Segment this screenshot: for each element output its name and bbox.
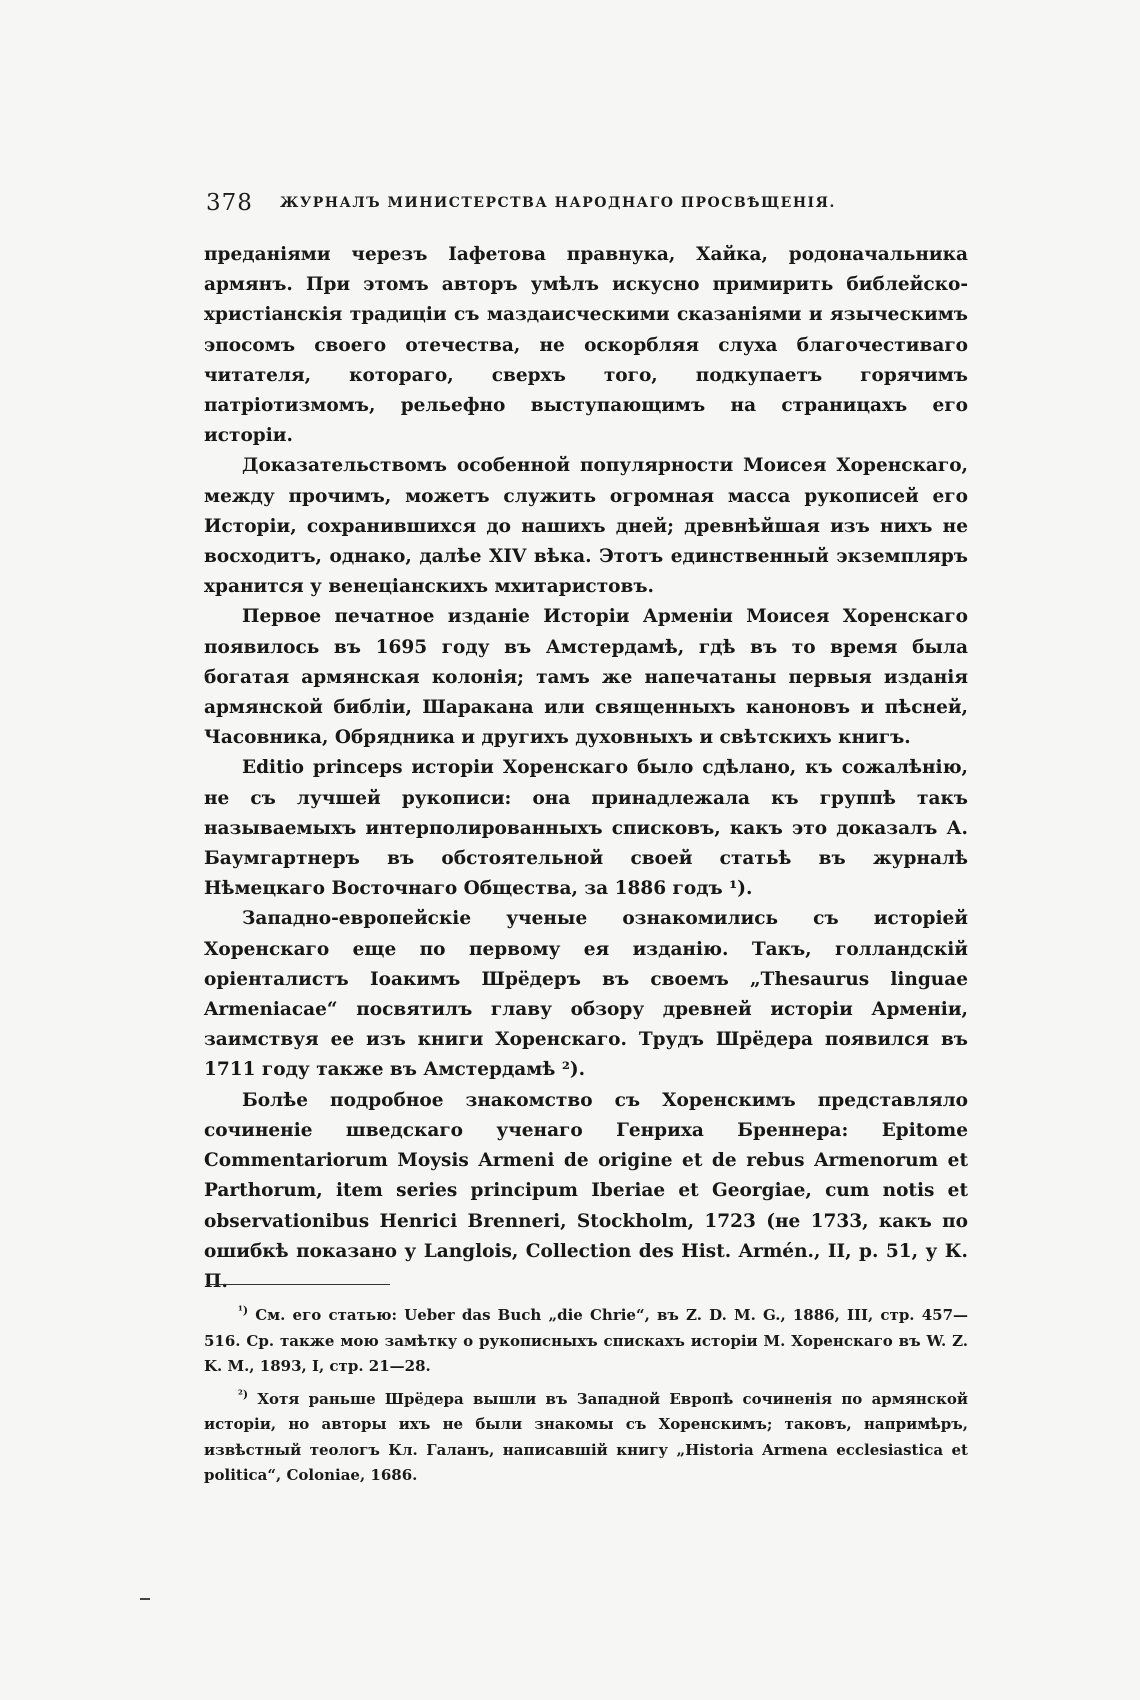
margin-mark [140,1598,150,1600]
footnote-text: См. его статью: Ueber das Buch „die Chrie“, въ Z. D. M. G., 1886, III, стр. 457—516. Ср. также мою замѣтку о рукописныхъ спискахъ исторіи М. Хоренскаго въ W. Z. K. M., 1893, I, стр. 21—28. [204,1306,968,1375]
paragraph: Болѣе подробное знакомство съ Хоренскимъ представляло сочиненіе шведскаго ученаго Генриха Бреннера: Epitome Commentariorum Moysis Armeni de origine et de rebus Armenorum et Parthorum, item series principum Iberiae et Georgiae, cum notis et observationibus Henrici Brenneri, Stockholm, 1723 (не 1733, какъ по ошибкѣ показано у Langlois, Collection des Hist. Armén., II, p. 51, у К. П. [204,1089,968,1292]
paragraph: Западно-европейскіе ученые ознакомились съ исторіей Хоренскаго еще по первому ея изданію. Такъ, голландскій оріенталистъ Іоакимъ Шрёдеръ въ своемъ „Thesaurus linguae Armeniacae“ посвятилъ главу обзору древней исторіи Арменіи, заимствуя ее изъ книги Хоренскаго. Трудъ Шрёдера появился въ 1711 году также въ Амстердамѣ ²). [204,908,968,1081]
paragraph: Первое печатное изданіе Исторіи Арменіи Моисея Хоренскаго появилось въ 1695 году въ Амстердамѣ, гдѣ въ то время была богатая армянская колонія; тамъ же напечатаны первыя изданія армянской библіи, Шаракана или священныхъ каноновъ и пѣсней, Часовника, Обрядника и другихъ духовныхъ и свѣтскихъ книгъ. [204,606,968,749]
paragraph: Editio princeps исторіи Хоренскаго было сдѣлано, къ сожалѣнію, не съ лучшей рукописи: она принадлежала къ группѣ такъ называемыхъ интерполированныхъ списковъ, какъ это доказалъ А. Баумгартнеръ въ обстоятельной своей статьѣ въ журналѣ Нѣмецкаго Восточнаго Общества, за 1886 годъ ¹). [204,757,968,900]
footnote [204,1298,968,1380]
main-text [204,240,968,1297]
footnote-text: Хотя раньше Шрёдера вышли въ Западной Европѣ сочиненія по армянской исторіи, но авторы ихъ не были знакомы съ Хоренскимъ; таковъ, напримѣръ, извѣстный теологъ Кл. Галанъ, написавшій книгу „Historia Armena ecclesiastica et politica“, Coloniae, 1686. [204,1389,968,1484]
footnote [204,1382,968,1489]
footnote-marker: ²) [238,1387,249,1401]
page-number: 378 [206,190,253,216]
footnote-marker: ¹) [238,1304,249,1317]
paragraph: Доказательствомъ особенной популярности Моисея Хоренскаго, между прочимъ, можетъ служить огромная масса рукописей его Исторіи, сохранившихся до нашихъ дней; древнѣйшая изъ нихъ не восходитъ, однако, далѣе XIV вѣка. Этотъ единственный экземпляръ хранится у венеціанскихъ мхитаристовъ. [204,455,968,598]
footnotes [204,1298,968,1491]
running-title: ЖУРНАЛЪ МИНИСТЕРСТВА НАРОДНАГО ПРОСВѢЩЕНІЯ. [280,195,836,211]
page-header [206,190,966,216]
footnote-divider [206,1284,390,1285]
paragraph: преданіями черезъ Іафетова правнука, Хайка, родоначальника армянъ. При этомъ авторъ умѣлъ искусно примирить библейско-христіанскія традиціи съ маздаисческими сказаніями и языческимъ эпосомъ своего отечества, не оскорбляя слуха благочестиваго читателя, котораго, сверхъ того, подкупаетъ горячимъ патріотизмомъ, рельефно выступающимъ на страницахъ его исторіи. [204,244,968,447]
